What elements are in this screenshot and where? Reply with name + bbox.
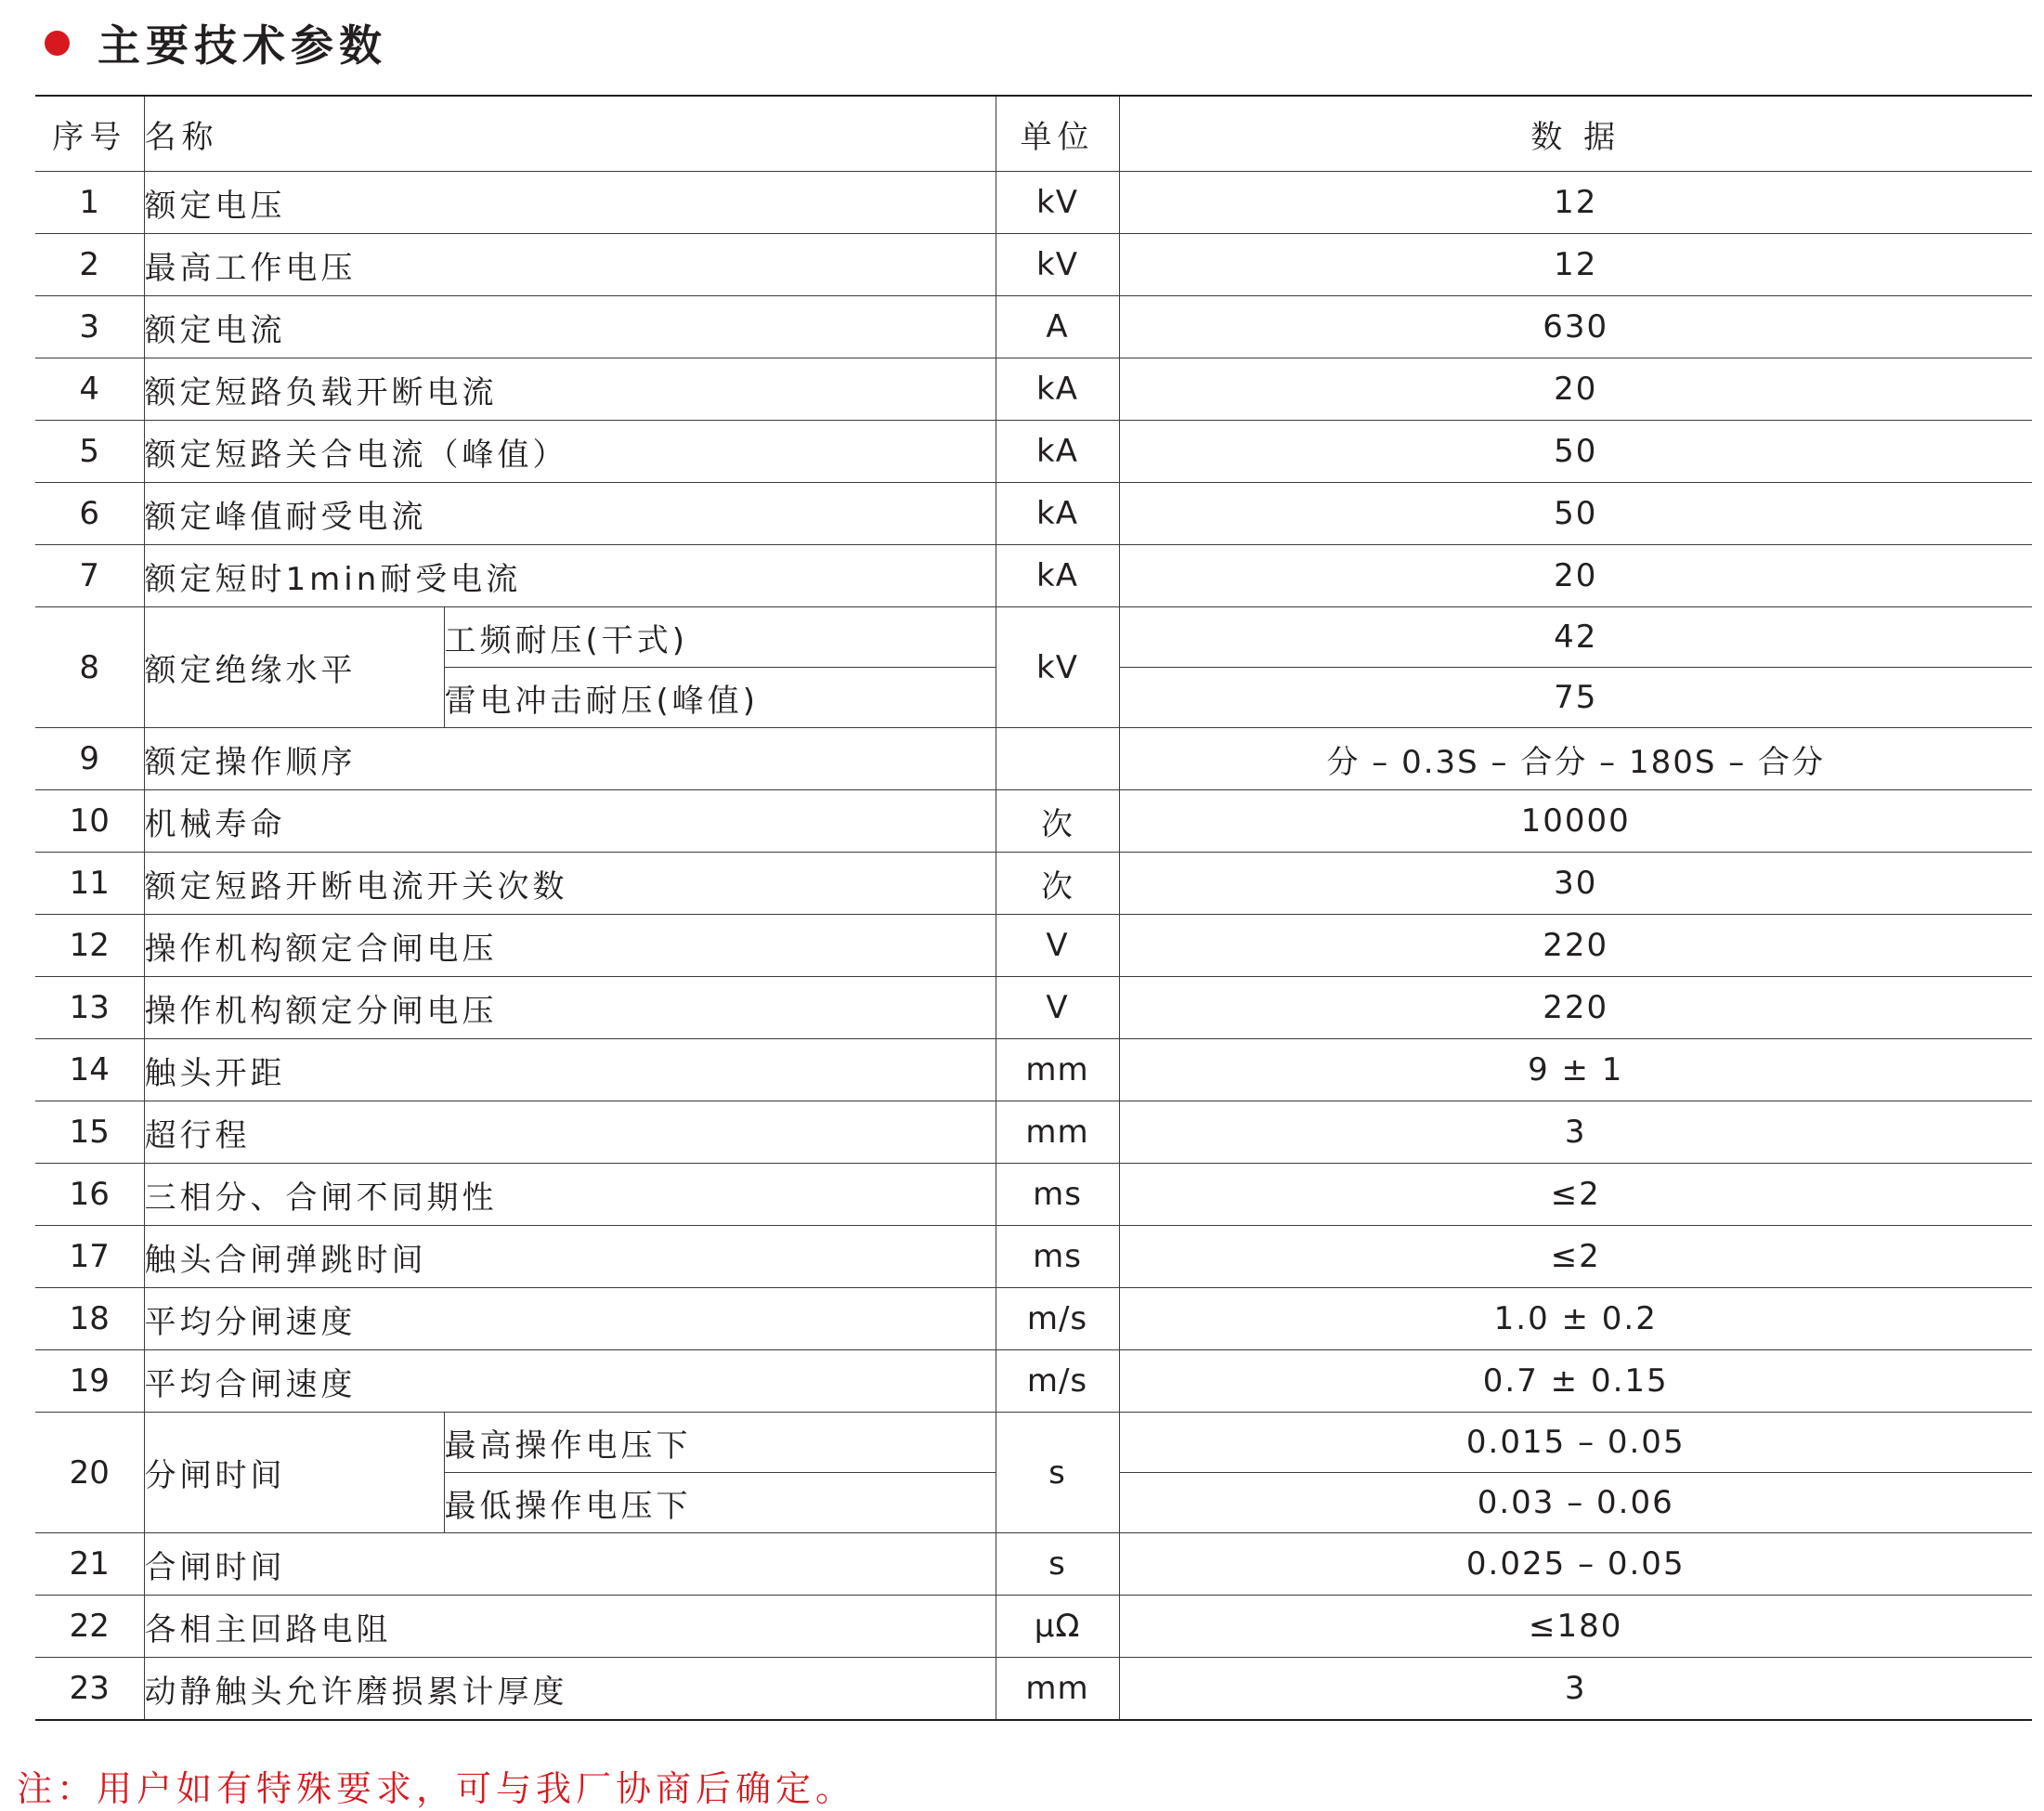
red-bullet-icon (45, 31, 70, 56)
table-row (35, 1226, 2032, 1288)
row-name: 额定操作顺序 (144, 728, 996, 790)
table-row (35, 1288, 2032, 1350)
table-row (35, 853, 2032, 915)
row-number: 18 (35, 1288, 144, 1350)
row-unit: mm (996, 1658, 1119, 1721)
row-sub-name: 工频耐压(干式) (444, 607, 996, 668)
table-row (35, 483, 2032, 545)
page-title: 主要技术参数 (98, 20, 387, 71)
row-unit (996, 728, 1119, 790)
row-unit: s (996, 1413, 1119, 1533)
row-number: 3 (35, 296, 144, 358)
row-value: 3 (1119, 1101, 2032, 1164)
section-header (45, 7, 387, 78)
row-value: 0.03 – 0.06 (1119, 1473, 2032, 1533)
row-unit: kV (996, 234, 1119, 296)
row-value: 75 (1119, 668, 2032, 728)
row-unit: mm (996, 1101, 1119, 1164)
row-value: 50 (1119, 421, 2032, 483)
table-row (35, 915, 2032, 977)
table-row (35, 296, 2032, 358)
row-unit: V (996, 915, 1119, 977)
row-number: 1 (35, 172, 144, 234)
row-name: 三相分、合闸不同期性 (144, 1164, 996, 1226)
row-name: 操作机构额定合闸电压 (144, 915, 996, 977)
row-number: 10 (35, 790, 144, 853)
row-value: ≤2 (1119, 1226, 2032, 1288)
row-number: 6 (35, 483, 144, 545)
header-unit: 单位 (996, 96, 1119, 172)
row-number: 4 (35, 358, 144, 421)
table-row (35, 1164, 2032, 1226)
row-unit: s (996, 1533, 1119, 1596)
row-number: 22 (35, 1596, 144, 1658)
table-row (35, 1039, 2032, 1101)
row-unit: kV (996, 172, 1119, 234)
row-value: 20 (1119, 545, 2032, 607)
row-name: 额定短路关合电流（峰值） (144, 421, 996, 483)
row-number: 15 (35, 1101, 144, 1164)
header-value: 数 据 (1119, 96, 2032, 172)
row-unit: A (996, 296, 1119, 358)
row-number: 20 (35, 1413, 144, 1533)
table-row (35, 358, 2032, 421)
row-sub-name: 最低操作电压下 (444, 1473, 996, 1533)
spec-table-body (35, 96, 2032, 1720)
row-number: 12 (35, 915, 144, 977)
row-name: 平均合闸速度 (144, 1350, 996, 1413)
row-value: 3 (1119, 1658, 2032, 1721)
table-row (35, 1350, 2032, 1413)
row-value: 12 (1119, 172, 2032, 234)
row-number: 8 (35, 607, 144, 728)
row-name: 动静触头允许磨损累计厚度 (144, 1658, 996, 1721)
row-name: 合闸时间 (144, 1533, 996, 1596)
row-unit: V (996, 977, 1119, 1039)
row-number: 13 (35, 977, 144, 1039)
table-row (35, 790, 2032, 853)
row-number: 14 (35, 1039, 144, 1101)
row-number: 17 (35, 1226, 144, 1288)
row-value: 630 (1119, 296, 2032, 358)
row-value: ≤2 (1119, 1164, 2032, 1226)
row-unit: ms (996, 1164, 1119, 1226)
row-unit: μΩ (996, 1596, 1119, 1658)
row-number: 5 (35, 421, 144, 483)
row-name: 分闸时间 (144, 1413, 444, 1533)
table-row (35, 234, 2032, 296)
row-value: 0.025 – 0.05 (1119, 1533, 2032, 1596)
row-name: 额定短路开断电流开关次数 (144, 853, 996, 915)
row-value: 20 (1119, 358, 2032, 421)
row-value: 0.7 ± 0.15 (1119, 1350, 2032, 1413)
row-unit: kA (996, 358, 1119, 421)
row-name: 各相主回路电阻 (144, 1596, 996, 1658)
row-name: 操作机构额定分闸电压 (144, 977, 996, 1039)
table-header-row (35, 96, 2032, 172)
row-unit: m/s (996, 1288, 1119, 1350)
row-unit: kA (996, 421, 1119, 483)
row-unit: kA (996, 545, 1119, 607)
row-number: 23 (35, 1658, 144, 1721)
row-name: 额定短时1min耐受电流 (144, 545, 996, 607)
row-value: 30 (1119, 853, 2032, 915)
row-unit: mm (996, 1039, 1119, 1101)
row-number: 19 (35, 1350, 144, 1413)
table-row (35, 1101, 2032, 1164)
spec-table (35, 95, 2032, 1721)
row-name: 额定绝缘水平 (144, 607, 444, 728)
row-unit: kV (996, 607, 1119, 728)
row-name: 平均分闸速度 (144, 1288, 996, 1350)
row-number: 11 (35, 853, 144, 915)
row-name: 额定电流 (144, 296, 996, 358)
row-unit: kA (996, 483, 1119, 545)
row-number: 2 (35, 234, 144, 296)
row-value: 10000 (1119, 790, 2032, 853)
row-value: 1.0 ± 0.2 (1119, 1288, 2032, 1350)
table-row (35, 172, 2032, 234)
row-name: 触头开距 (144, 1039, 996, 1101)
row-value: 9 ± 1 (1119, 1039, 2032, 1101)
table-row (35, 545, 2032, 607)
table-row (35, 1658, 2032, 1721)
row-name: 最高工作电压 (144, 234, 996, 296)
row-number: 9 (35, 728, 144, 790)
footnote: 注：用户如有特殊要求，可与我厂协商后确定。 (17, 1767, 856, 1809)
row-name: 触头合闸弹跳时间 (144, 1226, 996, 1288)
row-name: 超行程 (144, 1101, 996, 1164)
table-row (35, 977, 2032, 1039)
row-name: 额定电压 (144, 172, 996, 234)
row-sub-name: 雷电冲击耐压(峰值) (444, 668, 996, 728)
row-name: 额定峰值耐受电流 (144, 483, 996, 545)
row-value: 12 (1119, 234, 2032, 296)
table-row (35, 1596, 2032, 1658)
row-name: 额定短路负载开断电流 (144, 358, 996, 421)
row-value: 220 (1119, 977, 2032, 1039)
row-unit: 次 (996, 790, 1119, 853)
table-row (35, 421, 2032, 483)
row-number: 16 (35, 1164, 144, 1226)
table-row (35, 1533, 2032, 1596)
row-number: 21 (35, 1533, 144, 1596)
table-row (35, 1413, 2032, 1473)
row-unit: m/s (996, 1350, 1119, 1413)
row-value: 50 (1119, 483, 2032, 545)
row-value: 分 – 0.3S – 合分 – 180S – 合分 (1119, 728, 2032, 790)
header-name: 名称 (144, 96, 996, 172)
row-unit: 次 (996, 853, 1119, 915)
row-sub-name: 最高操作电压下 (444, 1413, 996, 1473)
table-row (35, 607, 2032, 668)
row-value: 0.015 – 0.05 (1119, 1413, 2032, 1473)
header-no: 序号 (35, 96, 144, 172)
table-row (35, 728, 2032, 790)
row-value: 220 (1119, 915, 2032, 977)
row-number: 7 (35, 545, 144, 607)
row-name: 机械寿命 (144, 790, 996, 853)
row-value: ≤180 (1119, 1596, 2032, 1658)
row-value: 42 (1119, 607, 2032, 668)
row-unit: ms (996, 1226, 1119, 1288)
